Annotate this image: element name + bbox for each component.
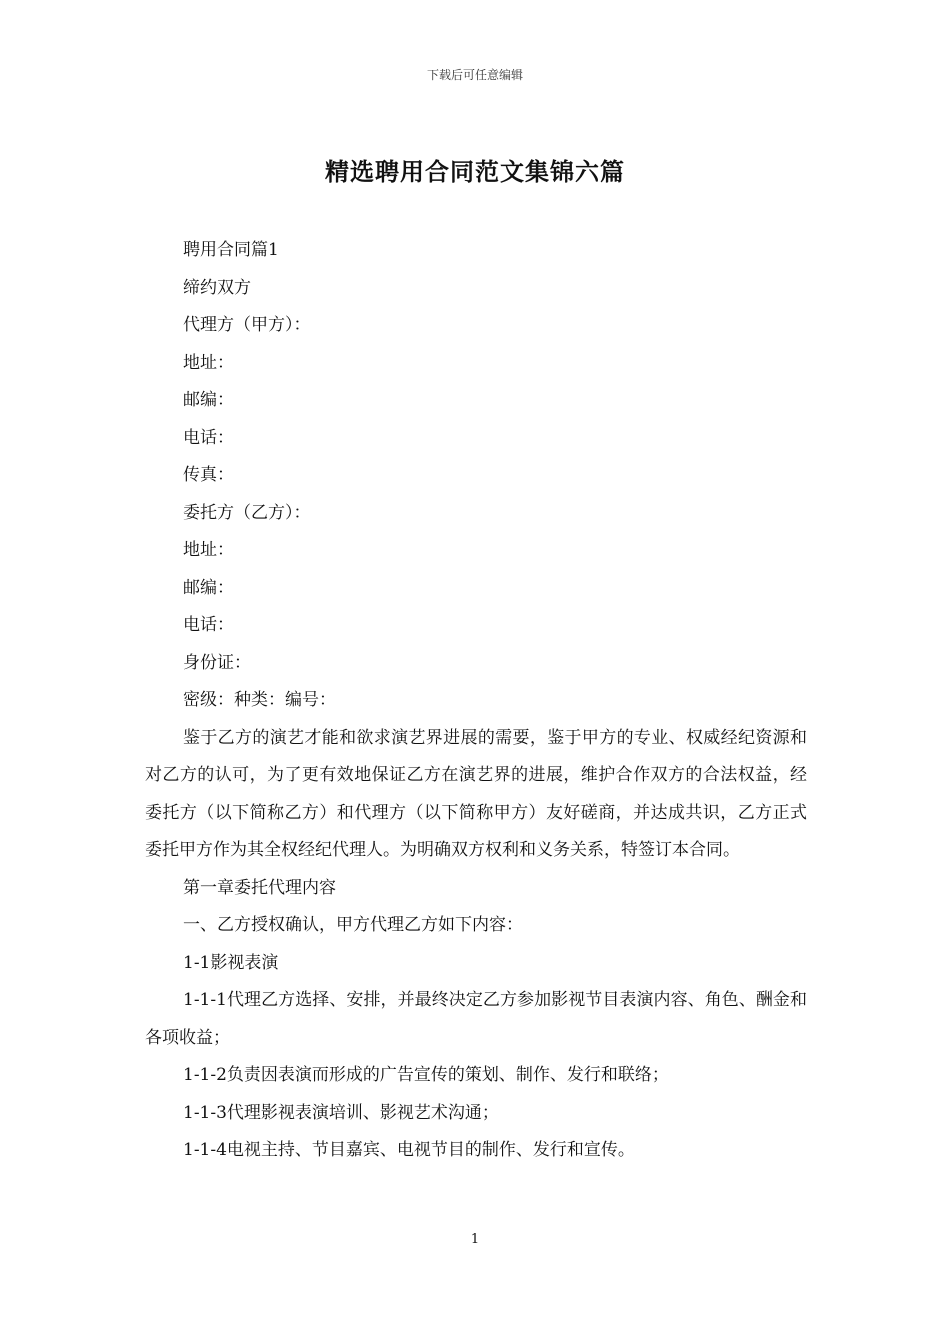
clause-1-1-2: 1-1-2负责因表演而形成的广告宣传的策划、制作、发行和联络；	[183, 1065, 669, 1085]
party-a-fax: 传真：	[183, 465, 234, 485]
page-number: 1	[470, 1232, 480, 1247]
document-body	[145, 232, 807, 1170]
contract-heading: 聘用合同篇1	[183, 240, 279, 260]
party-b-postcode: 邮编：	[183, 577, 234, 598]
party-b-address: 地址：	[183, 540, 234, 560]
classification-line: 密级：种类：编号：	[183, 690, 336, 710]
preamble-paragraph: 鉴于乙方的演艺才能和欲求演艺界进展的需要，鉴于甲方的专业、权威经纪资源和对乙方的认可，为了更有效地保证乙方在演艺界的进展，维护合作双方的合法权益，经委托方（以下简称乙方）和代理方（以下简称甲方）友好磋商，并达成共识，乙方正式委托甲方作为其全权经纪代理人。为明确双方权利和义务关系，特签订本合同。	[145, 727, 807, 860]
party-b-phone: 电话：	[183, 615, 234, 635]
party-a-postcode: 邮编：	[183, 390, 234, 410]
document-title: 精选聘用合同范文集锦六篇	[325, 157, 625, 186]
party-b-label: 委托方（乙方）：	[183, 502, 311, 523]
clause-1-1: 1-1影视表演	[183, 952, 279, 973]
section-heading: 一、乙方授权确认，甲方代理乙方如下内容：	[183, 915, 523, 935]
clause-1-1-1: 1-1-1代理乙方选择、安排，并最终决定乙方参加影视节目表演内容、角色、酬金和各项收益；	[145, 990, 807, 1048]
page-header-note: 下载后可任意编辑	[426, 68, 523, 82]
clause-1-1-4: 1-1-4电视主持、节目嘉宾、电视节目的制作、发行和宣传。	[183, 1140, 635, 1160]
parties-heading: 缔约双方	[183, 277, 251, 298]
party-a-label: 代理方（甲方）：	[183, 315, 311, 335]
party-b-id: 身份证：	[183, 652, 251, 673]
party-a-phone: 电话：	[183, 427, 234, 448]
party-a-address: 地址：	[183, 352, 234, 373]
chapter-heading: 第一章委托代理内容	[183, 877, 336, 898]
clause-1-1-3: 1-1-3代理影视表演培训、影视艺术沟通；	[183, 1102, 499, 1123]
